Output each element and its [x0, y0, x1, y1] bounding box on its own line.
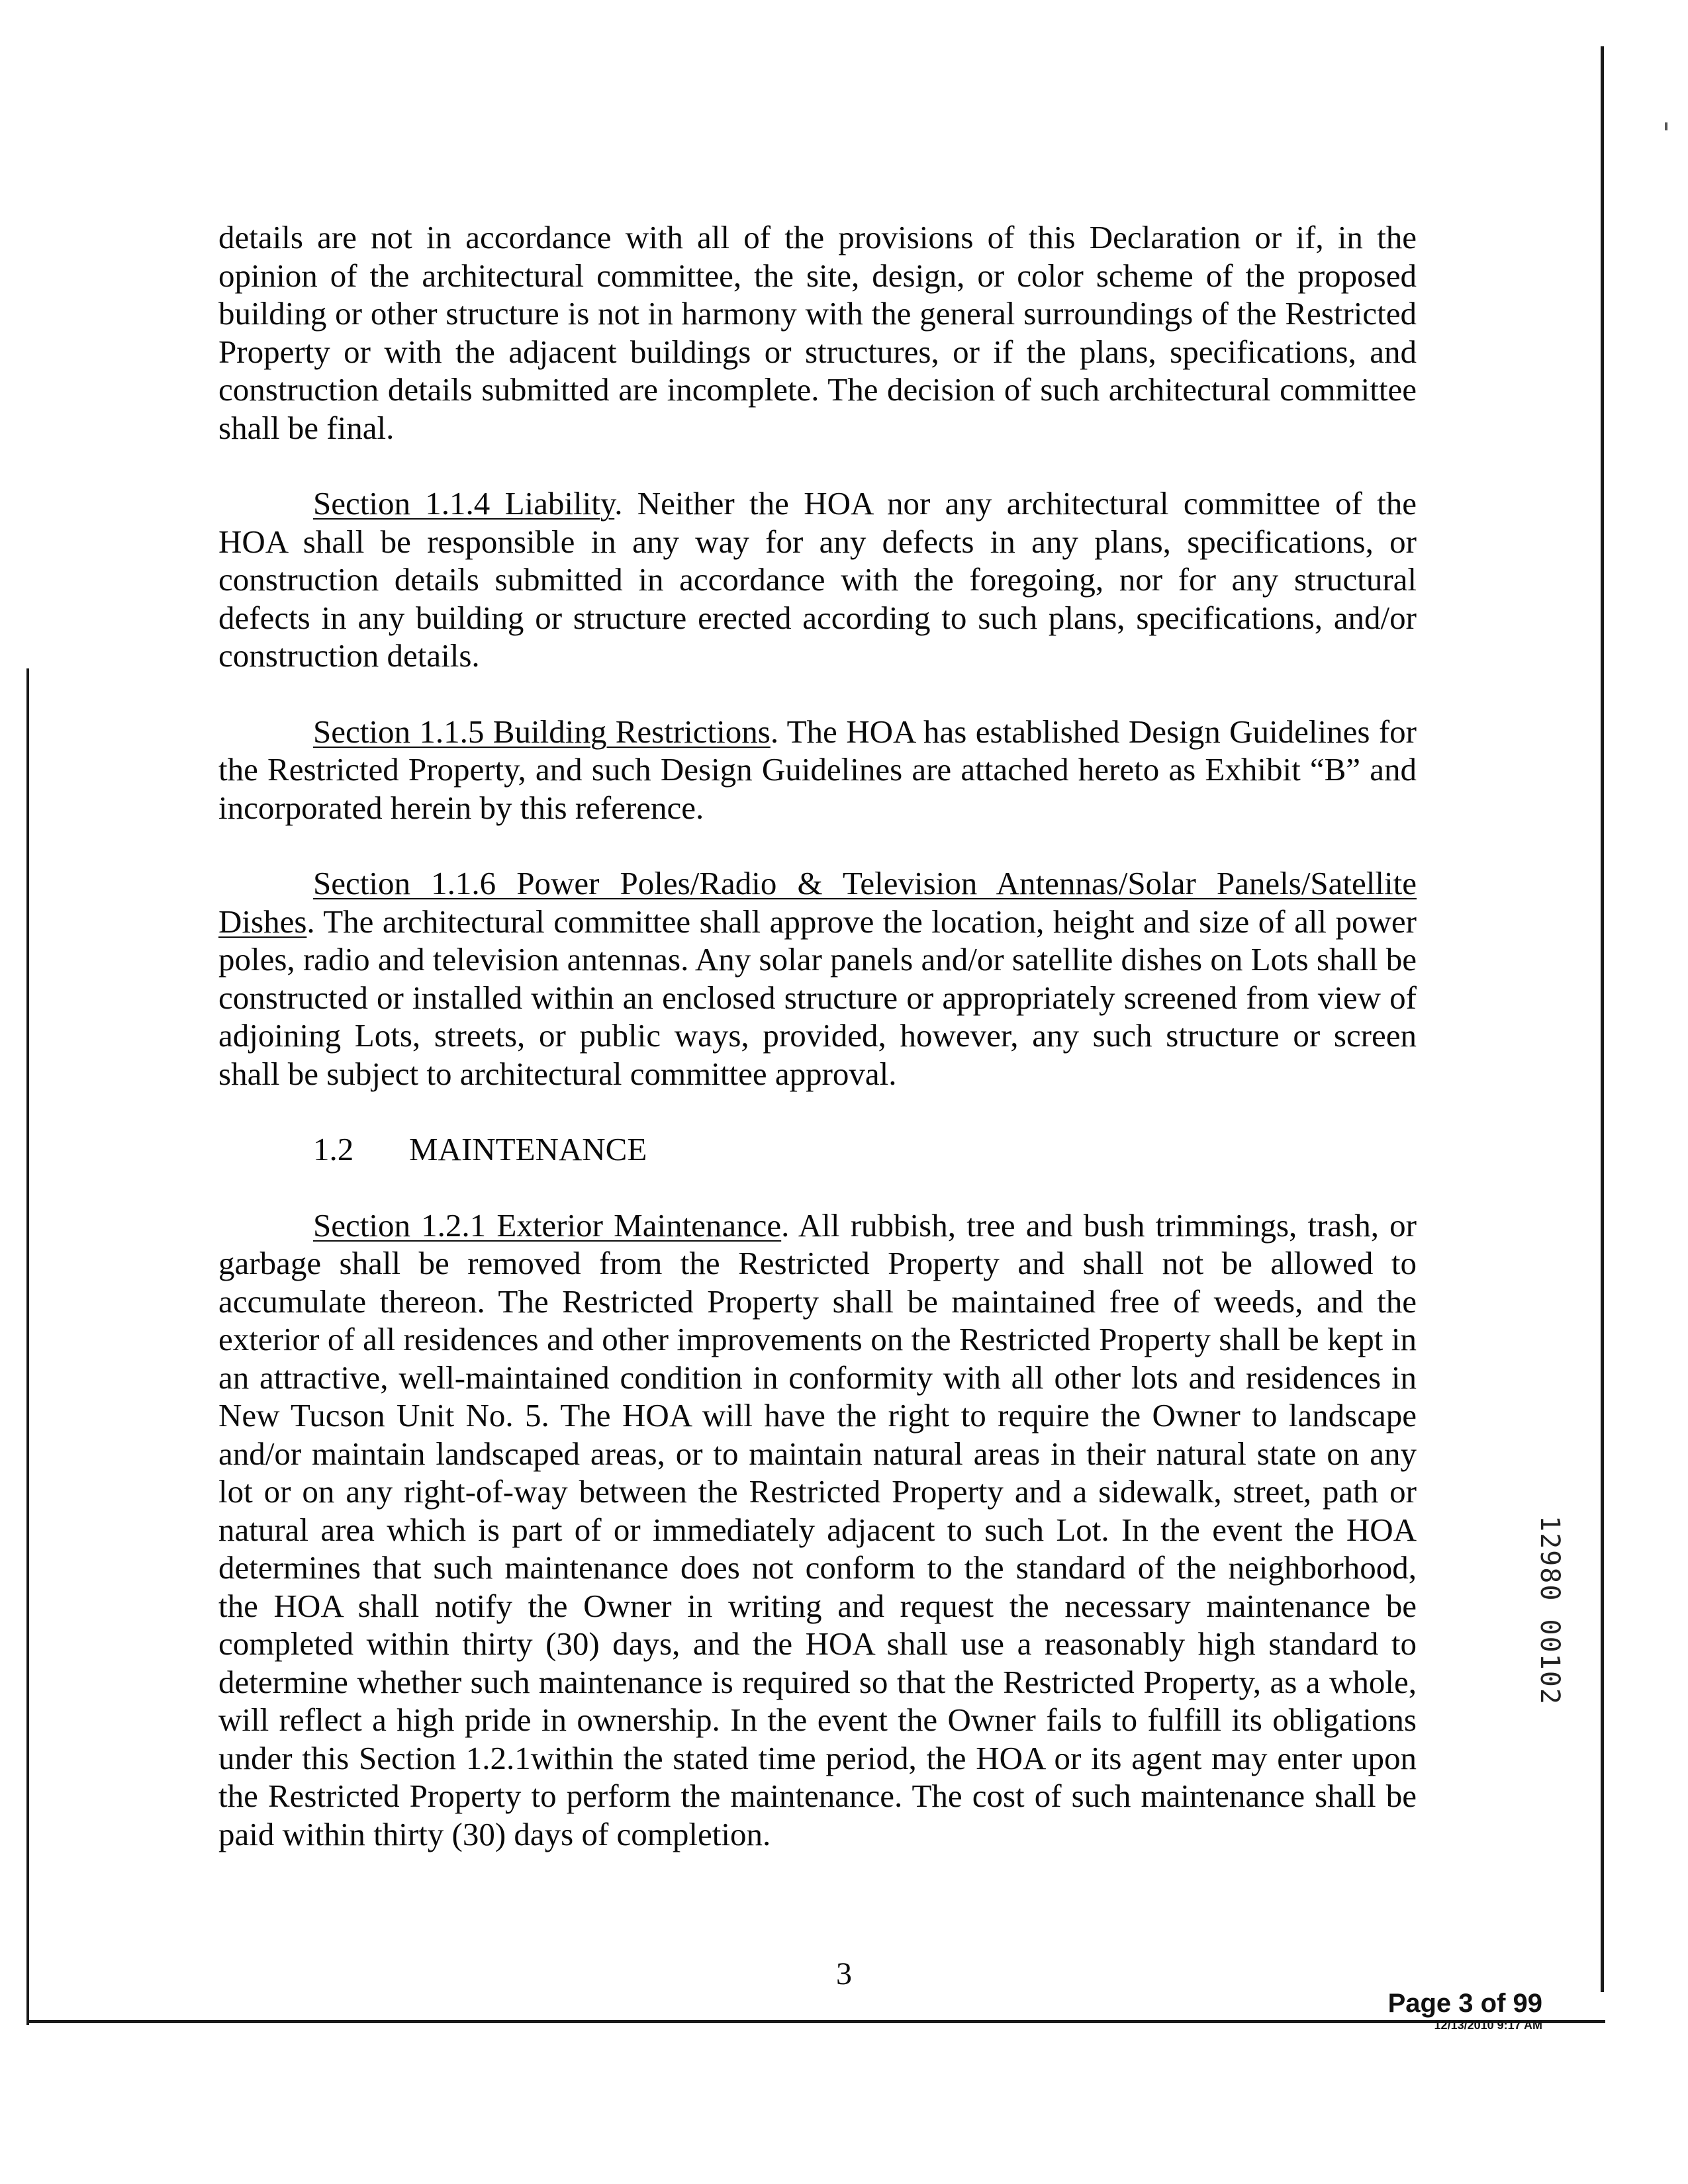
- section-1-1-4: [218, 484, 1417, 675]
- paragraph-continuation: details are not in accordance with all of the provisions of this Declaration or if, in the opinion of the architectural committee, the site, design, or color scheme of the proposed building or other structure is not in harmony with the general surroundings of the Restricted Property or with the adjacent buildings or structures, or if the plans, specifications, and construction details submitted are incomplete. The decision of such architectural committee shall be final.: [218, 219, 1417, 446]
- section-1-1-6-text: . The architectural committee shall approve the location, height and size of all power poles, radio and television antennas. Any solar panels and/or satellite dishes on Lots shall be constructed or installed within an enclosed structure or appropriately screened from view of adjoining Lots, streets, or public ways, provided, however, any such structure or screen shall be subject to architectural committee approval.: [218, 903, 1417, 1092]
- recording-number-stamp: 12980 00102: [1534, 1516, 1565, 1706]
- timestamp: 12/13/2010 9:17 AM: [1434, 2019, 1542, 2032]
- section-1-1-4-text: . Neither the HOA nor any architectural committee of the HOA shall be responsible in any way for any defects in any plans, specifications, or construction details submitted in accordance with the foregoing, nor for any structural defects in any building or structure erected according to such plans, specifications, and/or construction details.: [218, 485, 1417, 674]
- page-of-count: Page 3 of 99: [1387, 1989, 1542, 2018]
- section-heading-1-2: [218, 1130, 1417, 1169]
- right-margin-rule: [1601, 46, 1604, 1992]
- section-1-1-4-heading: Section 1.1.4 Liability: [313, 485, 615, 522]
- page-number: 3: [836, 1956, 852, 1991]
- left-margin-rule: [26, 668, 29, 2025]
- section-1-1-5-text: . The HOA has established Design Guidelines for the Restricted Property, and such Design Guidelines are attached hereto as Exhibit “B” and incorporated herein by this reference.: [218, 713, 1417, 826]
- section-number: 1.2: [313, 1131, 354, 1167]
- section-1-2-1-heading: Section 1.2.1 Exterior Maintenance: [313, 1206, 782, 1244]
- section-1-1-5: [218, 713, 1417, 827]
- section-1-2-1-text: . All rubbish, tree and bush trimmings, trash, or garbage shall be removed from the Restricted Property and shall not be allowed to accumulate thereon. The Restricted Property shall be maintained free of weeds, and the exterior of all residences and other improvements on the Restricted Property shall be kept in an attractive, well-maintained condition in conformity with all other lots and residences in New Tucson Unit No. 5. The HOA will have the right to require the Owner to landscape and/or maintain landscaped areas, or to maintain natural areas in their natural state on any lot or on any right-of-way between the Restricted Property and a sidewalk, street, path or natural area which is part of or immediately adjacent to such Lot. In the event the HOA determines that such maintenance does not conform to the standard of the neighborhood, the HOA shall notify the Owner in writing and request the necessary maintenance be completed within thirty (30) days, and the HOA shall use a reasonably high standard to determine whether such maintenance is required so that the Restricted Property, as a whole, will reflect a high pride in ownership. In the event the Owner fails to fulfill its obligations under this Section 1.2.1within the stated time period, the HOA or its agent may enter upon the Restricted Property to perform the maintenance. The cost of such maintenance shall be paid within thirty (30) days of completion.: [218, 1206, 1417, 1852]
- page-stamp: [1388, 1989, 1542, 2032]
- section-1-1-6: [218, 864, 1417, 1093]
- scan-speck: [1665, 122, 1667, 130]
- section-title: MAINTENANCE: [409, 1131, 647, 1167]
- section-1-2-1: [218, 1206, 1417, 1854]
- section-1-1-6-heading: Section 1.1.6 Power Poles/Radio & Television Antennas/Solar Panels/Satellite Dishes: [218, 865, 1417, 940]
- bottom-rule: [26, 2020, 1605, 2023]
- document-body: [218, 218, 1417, 1853]
- section-1-1-5-heading: Section 1.1.5 Building Restrictions: [313, 713, 771, 750]
